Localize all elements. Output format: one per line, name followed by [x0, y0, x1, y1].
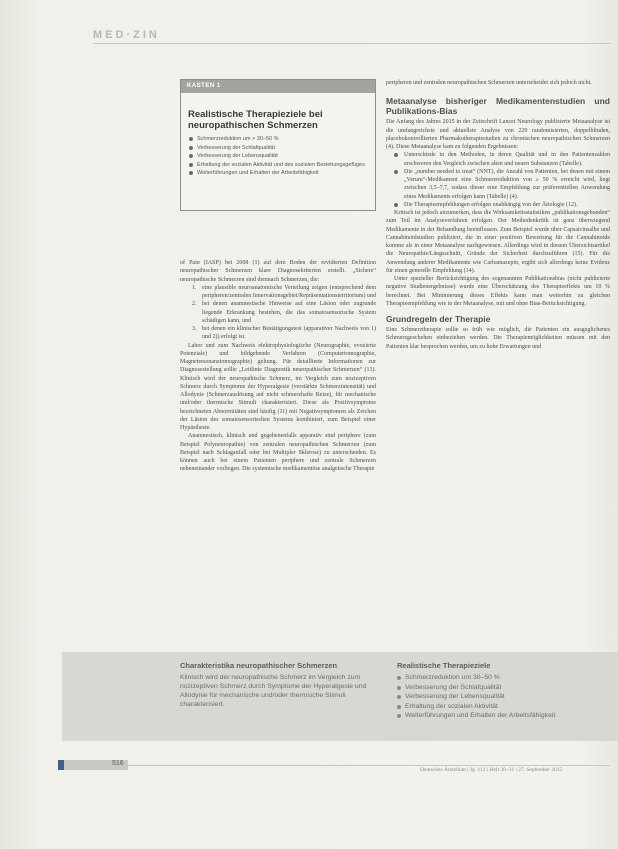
box-title: Realistische Therapieziele bei neuropathischen Schmerzen: [188, 109, 323, 131]
box-label: KASTEN 1: [181, 80, 375, 93]
list-item: Erhaltung der sozialen Aktivität und des sozialen Beziehungsgefüges: [188, 161, 375, 170]
list-item: [192, 300, 376, 325]
paragraph: Kritisch ist jedoch anzumerken, dass die Wirksamkeitsstatistiken „publikationsgebunden“ zum Teil im Analyseverfahren erfolgen. Der Methodenkritik ist ganz überwiegend Medikamente in der Behandlung beeinflussen. Zum Beispiel wurde über Capsaicinsalbe und Cannabinoidstudien publiziert, die in einer positiven Bewertung für die Cannabinoide komme als in einer Metaanalyse nachgewiesen. Allerdings wird in diesem Übersichtsartikel die Neuropathie/Längsschnitt, Gründe der Sicherheit durchzuführen (15). Für die Anwendung anderer Medikamente wie Carbamazepin, ergibt sich allerdings keine Evidenz für einen generelle Empfehlung (14).: [386, 210, 610, 274]
list-item: Weiterführungen und Erhalten der Arbeitsfähigkeit: [188, 169, 375, 178]
paragraph: Unter spezieller Berücksichtigung des sogenannten Publikationsbias (nicht publizierte negative Studienergebnisse) wurde eine Überschätzung des Therapieeffekts um 10 % berechnet. Bei Minimierung dieses Effekts kann man weiterhin zu gleichen Therapieempfehlung wie in der Metaanalyse, mit und ohne Bias-Berücksichtigung.: [386, 276, 610, 307]
panel-title: Realistische Therapieziele: [397, 661, 491, 670]
list-item: Die Therapieempfehlungen erfolgen unabhängig von der Ätiologie (12).: [394, 201, 610, 209]
list-item: Verbesserung der Lebensqualität: [188, 152, 375, 161]
panel-characteristics: [180, 661, 376, 709]
paragraph: of Pain (IASP) bei 2008 (1) auf dem Boden der revidierten Definition neuropathischer Schmerzen klare Diagnosekriterien erstellt. „Sichere“ neuropathische Schmerzen sind demnach Schmerzen, die:: [180, 260, 376, 283]
list-number: 3.: [192, 326, 197, 332]
list-item: Weiterführungen und Erhalten der Arbeitsfähigkeit: [397, 711, 612, 721]
criteria-list: [192, 284, 376, 342]
right-column: [386, 79, 610, 351]
header-divider: [93, 43, 611, 44]
list-item: [192, 284, 376, 301]
list-item: [192, 325, 376, 342]
list-text: bei denen anamnestische Hinweise auf eine Läsion oder zugrunde liegende Erkrankung bestehen, die das somatosensorische System schädigen kann, und: [202, 301, 376, 324]
list-item: Verbesserung der Schlafqualität: [188, 144, 375, 153]
journal-citation: Deutsches Ärzteblatt | Jg. 112 | Heft 30–31 | 27. September 2015: [420, 767, 563, 773]
panel-list: [397, 673, 612, 721]
paragraph: Eine Schmerztherapie sollte so früh wie möglich, die Patienten ein ausgeglichenes Schmerzgeschehen einbeziehen werden. Die Therapiemöglichkeiten müssen mit den Patienten klar besprochen werden, um zu hohe Erwartungen und: [386, 327, 610, 350]
paragraph: Anamnestisch, klinisch und gegebenenfalls apparativ sind periphere (zum Beispiel Polyneuropathie) von zentralen neuropathischen Schmerzen (zum Beispiel nach Schlaganfall oder bei Multipler Sklerose) zu unterscheiden. Es können auch bei einem Patienten periphere und zentrale Schmerzen nebeneinander vorliegen. Die systemische medikamentöse analgetische Therapie: [180, 433, 376, 473]
footer-divider: [128, 765, 610, 766]
list-item: Verbesserung der Schlafqualität: [397, 683, 612, 693]
list-item: Erhaltung der sozialen Aktivität: [397, 702, 612, 712]
info-box: [180, 79, 376, 211]
panel-title: Charakteristika neuropathischer Schmerzen: [180, 661, 338, 670]
list-item: Schmerzreduktion um 30–50 %: [397, 673, 612, 683]
list-item: Verbesserung der Lebensqualität: [397, 692, 612, 702]
left-column: [180, 259, 376, 474]
page-number: 516: [112, 760, 124, 767]
list-item: Die „number needed to treat“ (NNT), die Anzahl von Patienten, bei denen mit einem „Verum“-Medikament eine Schmerzreduktion von ≥ 50 % erreicht wird, liegt zwischen 3,5–7,7, sodass dieser eine Empfehlung zur präferentiellen Anwendung eines Medikaments erfolgen kann (Tabelle) (4).: [394, 168, 610, 201]
list-number: 1.: [192, 284, 197, 291]
panel-text: Klinisch wird der neuropathische Schmerz im Vergleich zum nozizeptiven Schmerz durch Symptome der Hyperalgesie und Allodynie für mechanische und/oder thermische Stimuli charakterisiert.: [180, 674, 367, 708]
list-number: 2.: [192, 301, 197, 308]
journal-logo: MED·ZIN: [93, 29, 160, 41]
paragraph: peripheren und zentralen neuropathischen Schmerzen unterscheidet sich jedoch nicht.: [386, 80, 592, 86]
panel-therapy-goals: [397, 661, 612, 721]
paragraph: Labor und zum Nachweis elektrophysiologische (Neurographie, evozierte Potenziale) und bildgebende Verfahren (Computertomographie, Magnetresonanztomographie) geltung. Für detaillierte Informationen zur Diagnosestellung sollte „Leitlinie Diagnostik neuropathischer Schmerzen“ (13). Klinisch wird der neuropathische Schmerz, im Vergleich zum nozizeptiven Schmerz durch Symptome der Hyperalgesie (verstärkte Schmerzintensität) und Allodynie (Schmerzauslösung auf nicht schmerzhafte Reize), für mechanische und/oder thermische Stimuli charakterisiert. Diese als Positivsymptome bezeichneten Abnormitäten sind häufig (11) mit Negativsymptomen als Zeichen der Läsion des somatosensorischen Systems kombiniert, zum Beispiel einer Hypästhesie.: [180, 342, 376, 431]
list-text: bei denen ein klinischer Bestätigungstest (apparativer Nachweis von 1) und 2)) erfolgt ist.: [202, 326, 376, 341]
box-list: [188, 135, 375, 178]
list-item: Schmerzreduktion um > 30–50 %: [188, 135, 375, 144]
section-heading: Grundregeln der Therapie: [386, 314, 491, 324]
list-text: eine plausible neuroanatomische Verteilung zeigen (entsprechend dem peripheren/zentralen Innervationsgebiet/Repräsentationsterritorium) und: [202, 284, 376, 299]
list-item: Unterschiede in den Methoden, in deren Qualität und in den Patientenzahlen erschweren den Vergleich zwischen alten und neuen Substanzen (Tabelle).: [394, 151, 610, 168]
paragraph: Die Anfang des Jahres 2015 in der Zeitschrift Lancet Neurology publizierte Metaanalyse ist die umfangreichste und aktuellste Analyse von 229 randomisierten, doppelblinden, placebokontrollierten Pharmakotherapiestudien zu chronischen neuropathischen Schmerzen (4). Diese Metaanalyse kam zu folgenden Ergebnissen:: [386, 119, 610, 150]
section-heading: Metaanalyse bisheriger Medikamentenstudien und Publikations-Bias: [386, 96, 610, 117]
